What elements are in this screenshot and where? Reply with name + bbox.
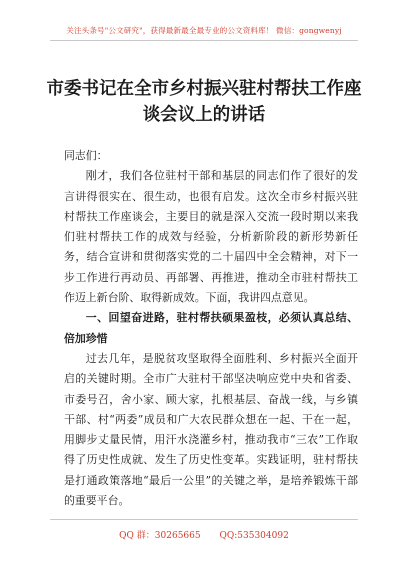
paragraph-review: 过去几年，是脱贫攻坚取得全面胜利、乡村振兴全面开启的关键时期。全市广大驻村干部坚决响应党中央和省委、市委号召，舍小家、顾大家，扎根基层、奋战一线，与乡镇干部、村“两委”成员和广大农民群众想在一起、干在一起，用脚步丈量民情，用汗水浇灌乡村，推动我市“三农”工作取得了历史性成就、发生了历史性变革。实践证明，驻村帮扶是打通政策落地“最后一公里”的关键之举，是培养锻炼干部的重要平台。 bbox=[64, 351, 358, 508]
footer-divider bbox=[50, 519, 358, 520]
header-note: 关注头条号"公文研究"，获得最新最全最专业的公文资料库！ 微信：gongwenyj bbox=[66, 26, 342, 35]
footer-qq-group: QQ 群：30265665 bbox=[119, 531, 201, 541]
section-heading-1: 一、回望奋进路，驻村帮扶硕果盈枝，必须认真总结、倍加珍惜 bbox=[64, 311, 358, 345]
footer-qq: QQ:535304092 bbox=[219, 531, 289, 541]
document-title: 市委书记在全市乡村振兴驻村帮扶工作座谈会议上的讲话 bbox=[46, 79, 362, 125]
document-body bbox=[64, 146, 358, 511]
header-divider bbox=[50, 40, 358, 41]
paragraph-intro: 刚才，我们各位驻村干部和基层的同志们作了很好的发言讲得很实在、很生动，也很有启发。这次全市乡村振兴驻村帮扶工作座谈会，主要目的就是深入交流一段时期以来我们驻村帮扶工作的成效与经验，分析新阶段的新形势新任务，结合宣讲和贯彻落实党的二十届四中全会精神，对下一步工作进行再动员、再部署、再推进，推动全市驻村帮扶工作迈上新台阶、取得新成效。下面，我讲四点意见。 bbox=[64, 169, 358, 305]
salutation: 同志们： bbox=[64, 149, 108, 162]
footer bbox=[0, 528, 408, 541]
